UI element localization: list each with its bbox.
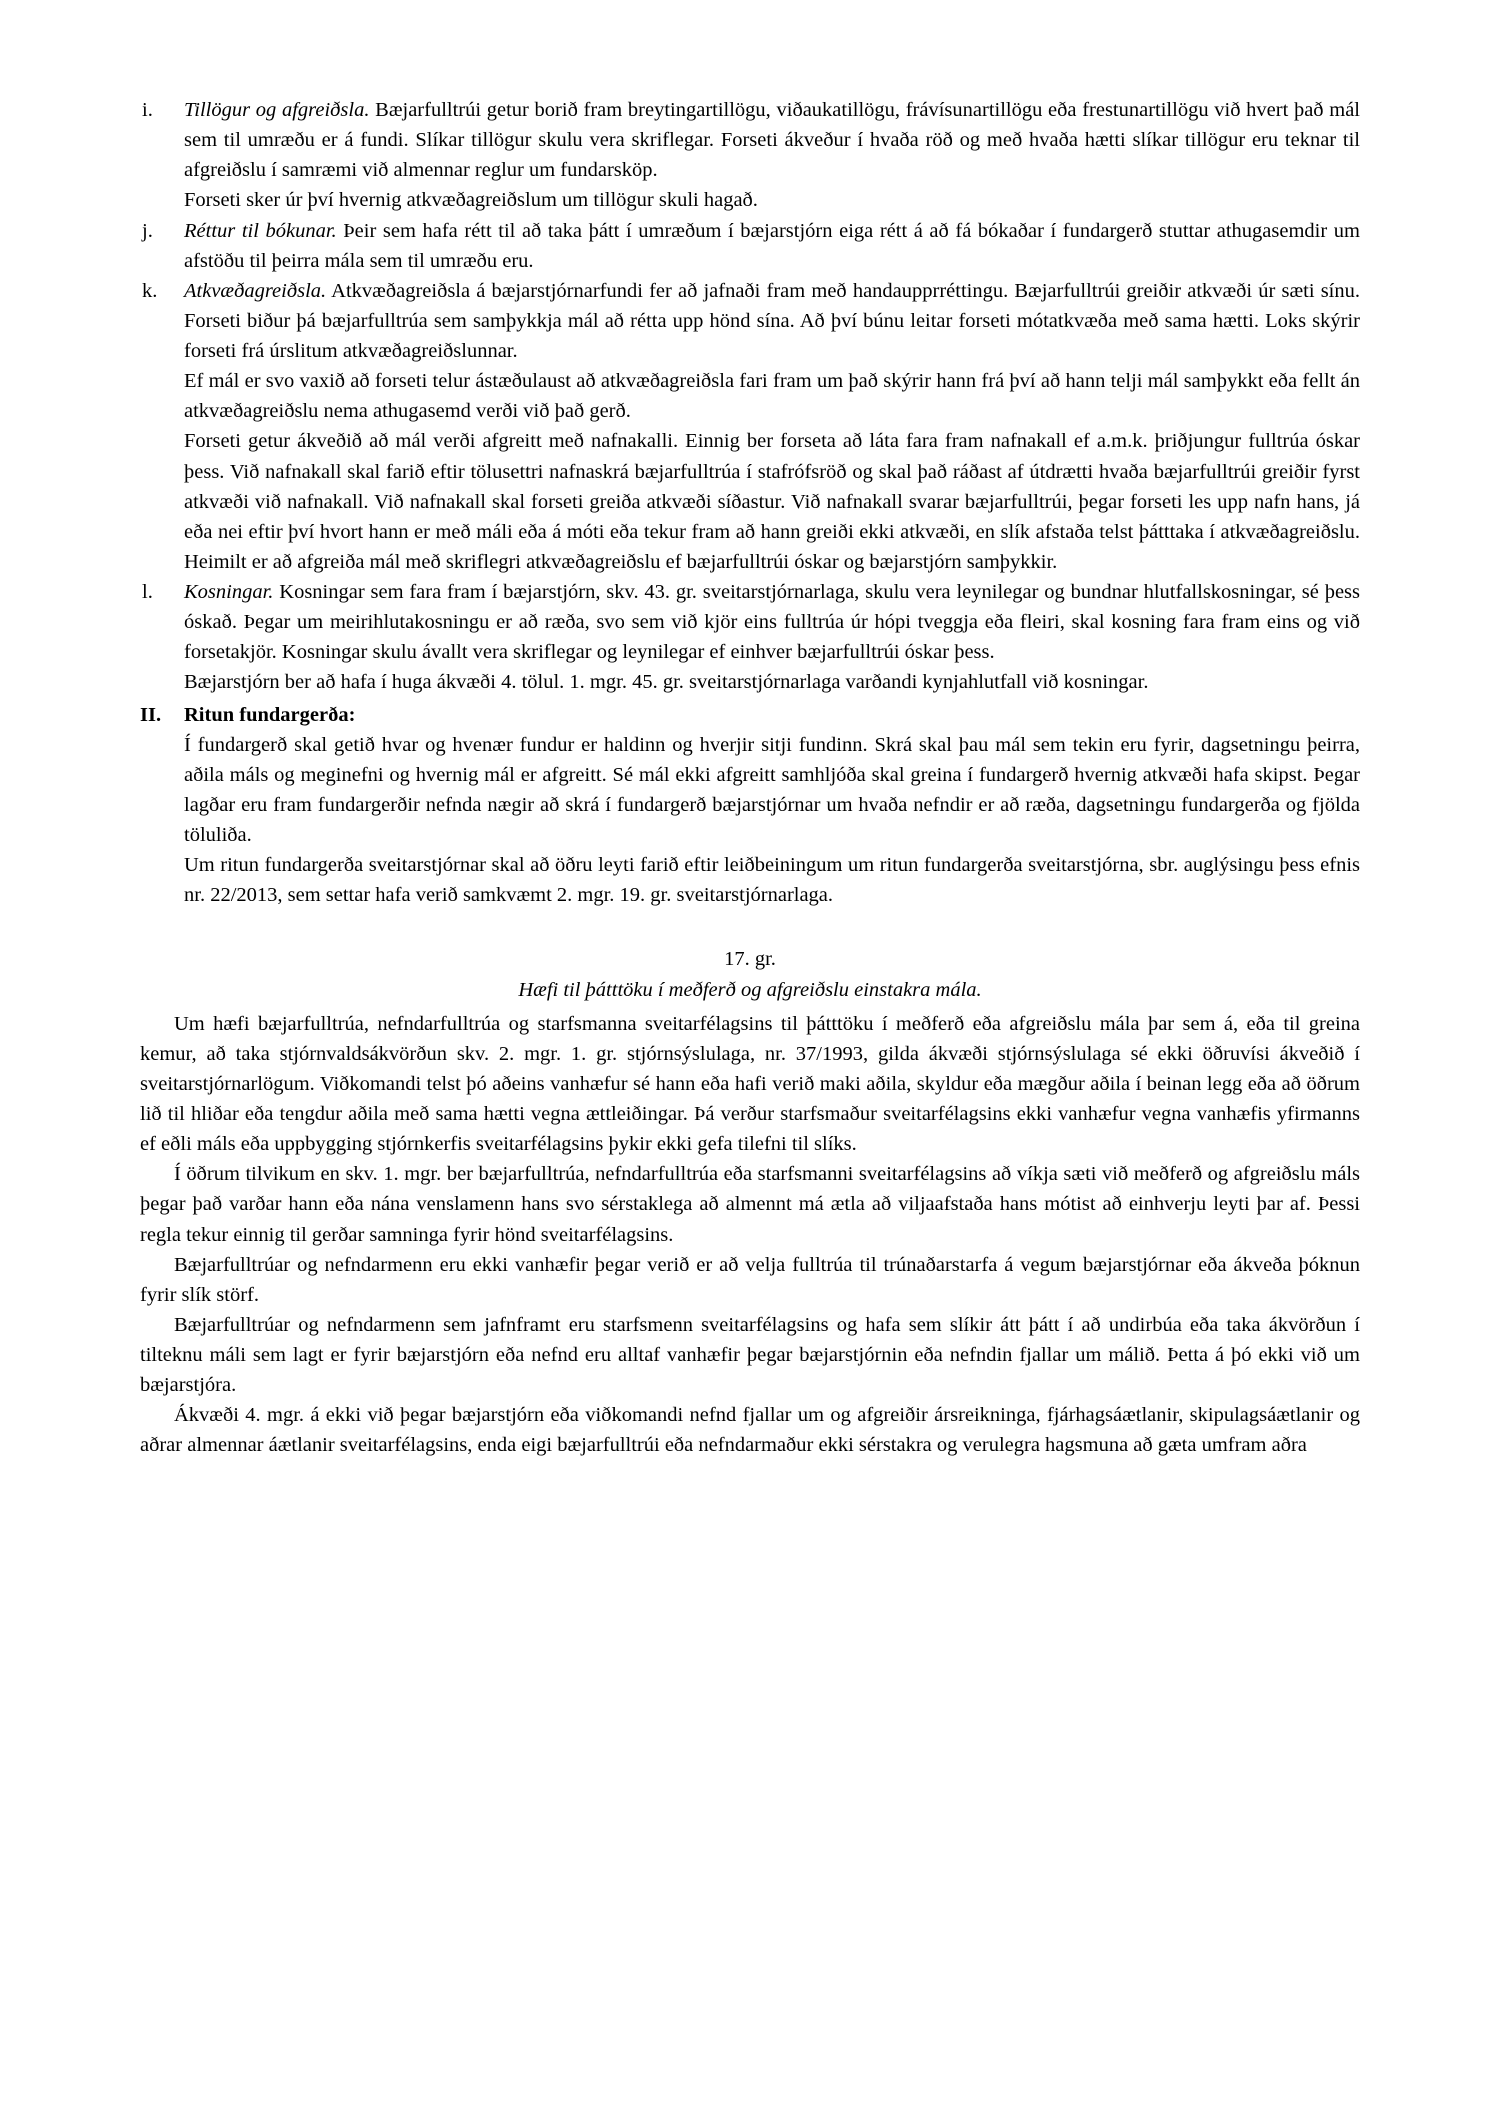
list-item-body xyxy=(184,276,1360,577)
section-heading xyxy=(140,700,1360,730)
list-item xyxy=(140,95,1360,216)
paragraph: Í fundargerð skal getið hvar og hvenær fundur er haldinn og hverjir sitji fundinn. Skrá skal þau mál sem tekin eru fyrir, dagsetningu þeirra, aðila máls og meginefni og hvernig mál er afgreitt. Sé mál ekki afgreitt samhljóða skal greina í fundargerð hvernig atkvæði hafa skipst. Þegar lagðar eru fram fundargerðir nefnda nægir að skrá í fundargerð bæjarstjórnar um hvaða nefndir er að ræða, dagsetningu fundargerða og fjölda töluliða. xyxy=(184,733,1360,846)
article-title: Hæfi til þátttöku í meðferð og afgreiðslu einstakra mála. xyxy=(518,978,982,1001)
list-item-body xyxy=(184,216,1360,276)
list-marker: j. xyxy=(142,219,153,242)
list-marker: k. xyxy=(142,279,158,302)
paragraph: Forseti sker úr því hvernig atkvæðagreiðslum um tillögur skuli hagað. xyxy=(184,189,758,212)
term-lead: Atkvæðagreiðsla. xyxy=(184,279,327,302)
paragraph: Í öðrum tilvikum en skv. 1. mgr. ber bæjarfulltrúa, nefndarfulltrúa eða starfsmanni sveitarfélagsins að víkja sæti við meðferð og afgreiðslu máls þegar það varðar hann eða nána venslamenn hans svo sérstaklega að almennt má ætla að viljaafstaða hans mótist að einhverju leyti þar af. Þessi regla tekur einnig til gerðar samninga fyrir hönd sveitarfélagsins. xyxy=(140,1163,1360,1246)
section-title: Ritun fundargerða: xyxy=(184,703,356,726)
term-lead: Réttur til bókunar. xyxy=(184,219,337,242)
term-text: Þeir sem hafa rétt til að taka þátt í umræðum í bæjarstjórn eiga rétt á að fá bókaðar í fundargerð stuttar athugasemdir um afstöðu til þeirra mála sem til umræðu eru. xyxy=(184,219,1360,272)
term-lead: Tillögur og afgreiðsla. xyxy=(184,99,370,121)
paragraph xyxy=(184,577,1360,667)
paragraph: Um hæfi bæjarfulltrúa, nefndarfulltrúa og starfsmanna sveitarfélagsins til þátttöku í meðferð eða afgreiðslu mála þar sem á, eða til greina kemur, að taka stjórnvaldsákvörðun skv. 2. mgr. 1. gr. stjórnsýslulaga, nr. 37/1993, gilda ákvæði stjórnsýslulaga sé ekki öðruvísi ákveðið í sveitarstjórnarlögum. Viðkomandi telst þó aðeins vanhæfur sé hann eða hafi verið maki aðila, skyldur eða mægður aðila í beinan legg eða að öðrum lið til hliðar eða tengdur aðila með sama hætti vegna ættleiðingar. Þá verður starfsmaður sveitarfélagsins ekki vanhæfur vegna vanhæfis yfirmanns ef eðli máls eða uppbygging stjórnkerfis sveitarfélagsins þykir ekki gefa tilefni til slíks. xyxy=(140,1012,1360,1156)
list-item xyxy=(140,276,1360,577)
paragraph: Ákvæði 4. mgr. á ekki við þegar bæjarstjórn eða viðkomandi nefnd fjallar um og afgreiðir ársreikninga, fjárhagsáætlanir, skipulagsáætlanir og aðrar almennar áætlanir sveitarfélagsins, enda eigi bæjarfulltrúi eða nefndarmaður ekki sérstakra og verulegra hagsmuna að gæta umfram aðra xyxy=(140,1404,1360,1457)
list-item-body xyxy=(184,577,1360,698)
list-marker: i. xyxy=(142,99,153,121)
section-number: II. xyxy=(140,703,162,726)
list-item xyxy=(140,216,1360,276)
list-marker: l. xyxy=(142,581,153,603)
term-text: Kosningar sem fara fram í bæjarstjórn, skv. 43. gr. sveitarstjórnarlaga, skulu vera leynilegar og bundnar hlutfallskosningar, sé þess óskað. Þegar um meirihlutakosningu er að ræða, svo sem við kjör eins fulltrúa úr hópi tveggja eða fleiri, skal kosning fara fram eins og við forsetakjör. Kosningar skulu ávallt vera skriflegar og leynilegar ef einhver bæjarfulltrúi óskar þess. xyxy=(184,581,1360,664)
paragraph: Bæjarstjórn ber að hafa í huga ákvæði 4. tölul. 1. mgr. 45. gr. sveitarstjórnarlaga varðandi kynjahlutfall við kosningar. xyxy=(184,671,1149,694)
paragraph xyxy=(184,276,1360,366)
paragraph xyxy=(184,95,1360,185)
term-text: Bæjarfulltrúi getur borið fram breytingartillögu, viðaukatillögu, frávísunartillögu eða frestunartillögu við hvert það mál sem til umræðu er á fundi. Slíkar tillögur skulu vera skriflegar. Forseti ákveður í hvaða röð og með hvaða hætti slíkar tillögur eru teknar til afgreiðslu í samræmi við almennar reglur um fundarsköp. xyxy=(184,99,1360,182)
list-item-body xyxy=(184,95,1360,216)
paragraph: Bæjarfulltrúar og nefndarmenn eru ekki vanhæfir þegar verið er að velja fulltrúa til trúnaðarstarfa á vegum bæjarstjórnar eða ákveða þóknun fyrir slík störf. xyxy=(140,1253,1360,1306)
paragraph: Bæjarfulltrúar og nefndarmenn sem jafnframt eru starfsmenn sveitarfélagsins og hafa sem slíkir átt þátt í að undirbúa eða taka ákvörðun í tilteknu máli sem lagt er fyrir bæjarstjórn eða nefnd eru alltaf vanhæfir þegar bæjarstjórnin eða nefndin fjallar um málið. Þetta á þó ekki við um bæjarstjóra. xyxy=(140,1313,1360,1397)
paragraph: Um ritun fundargerða sveitarstjórnar skal að öðru leyti farið eftir leiðbeiningum um ritun fundargerða sveitarstjórna, sbr. auglýsingu þess efnis nr. 22/2013, sem settar hafa verið samkvæmt 2. mgr. 19. gr. sveitarstjórnarlaga. xyxy=(184,854,1360,907)
paragraph: Ef mál er svo vaxið að forseti telur ástæðulaust að atkvæðagreiðsla fari fram um það skýrir hann frá því að hann telji mál samþykkt eða fellt án atkvæðagreiðslu nema athugasemd verði við það gerð. xyxy=(184,370,1360,423)
term-text: Atkvæðagreiðsla á bæjarstjórnarfundi fer að jafnaði fram með handaupprréttingu. Bæjarfulltrúi greiðir atkvæði úr sæti sínu. Forseti biður þá bæjarfulltrúa sem samþykkja mál að rétta upp hönd sína. Að því búnu leitar forseti mótatkvæða með sama hætti. Loks skýrir forseti frá úrslitum atkvæðagreiðslunnar. xyxy=(184,279,1360,362)
paragraph: Forseti getur ákveðið að mál verði afgreitt með nafnakalli. Einnig ber forseta að láta fara fram nafnakall ef a.m.k. þriðjungur fulltrúa óskar þess. Við nafnakall skal farið eftir tölusettri nafnaskrá bæjarfulltrúa í stafrófsröð og skal það ráðast af útdrætti hvaða bæjarfulltrúi greiðir fyrst atkvæði við nafnakall. Við nafnakall skal forseti greiða atkvæði síðastur. Við nafnakall svarar bæjarfulltrúi, þegar forseti les upp nafn hans, já eða nei eftir því hvort hann er með máli eða á móti eða tekur fram að hann greiði ekki atkvæði, en slík afstaða telst þátttaka í atkvæðagreiðslu. Heimilt er að afgreiða mál með skriflegri atkvæðagreiðslu ef bæjarfulltrúi óskar og bæjarstjórn samþykkir. xyxy=(184,430,1360,573)
paragraph xyxy=(184,216,1360,276)
article-number: 17. gr. xyxy=(724,948,776,971)
term-lead: Kosningar. xyxy=(184,581,274,603)
list-item xyxy=(140,577,1360,698)
